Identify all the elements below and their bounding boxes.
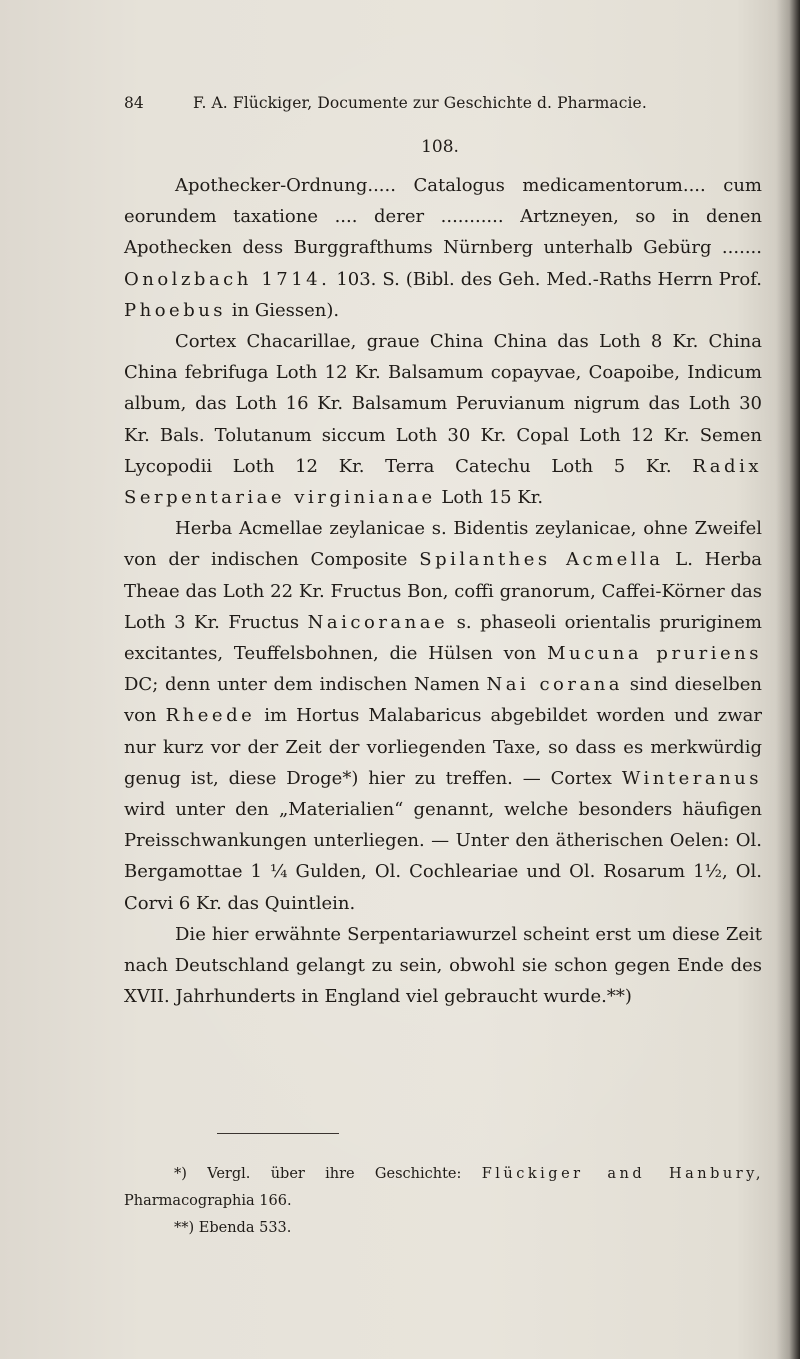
body-text (124, 170, 762, 1012)
paragraph-4: Die hier erwähnte Serpentariawurzel scheint erst um diese Zeit nach Deutschland gelangt zu sein, obwohl sie schon gegen Ende des XVII. Jahrhunderts in England viel gebraucht wurde.**) (124, 923, 762, 1008)
p2-text-c: Loth 15 Kr. (441, 487, 544, 509)
fn1-text-a: *) Vergl. über ihre Geschichte: (174, 1166, 462, 1182)
paragraph-3 (124, 513, 762, 919)
place-onolzbach: Onolzbach 1714. (124, 268, 331, 290)
name-phoebus: Phoebus (124, 299, 227, 321)
fn1-text-c: Pharmacographia 166. (124, 1193, 292, 1209)
page-number: 84 (124, 94, 144, 112)
p3-text-a: Herba Acmellae zeylanicae s. Bidentis zeylanicae, ohne Zweifel von der indischen Composite (124, 518, 762, 571)
fn1-authors: Flückiger and Hanbury, (481, 1166, 765, 1182)
naicoranae: Naicoranae (307, 611, 449, 633)
p1-text-e: in Giessen). (231, 299, 340, 321)
p3-text-e: s. phaseoli orientalis pruriginem excitantes, Teuffelsbohnen, die Hülsen von (124, 611, 762, 665)
nai-corana: Nai corana (486, 674, 624, 696)
footnote-rule (217, 1133, 339, 1134)
paragraph-1 (124, 170, 762, 326)
winteranus: Winteranus (621, 767, 762, 789)
radix-serpentariae: Radix Serpentariae virginianae (124, 455, 762, 509)
running-title: F. A. Flückiger, Documente zur Geschichte d. Pharmacie. (193, 94, 647, 112)
p3-text-c: L. Herba Theae das Loth 22 Kr. Fructus Bon, coffi granorum, Caffei-Körner das Loth 3 Kr. Fructus (124, 549, 762, 633)
mucuna-pruriens: Mucuna pruriens (547, 643, 762, 665)
page-edge-shadow (776, 0, 800, 1359)
footnotes (124, 1161, 764, 1242)
p2-text-a: Cortex Chacarillae, graue China China das Loth 8 Kr. China China febrifuga Loth 12 Kr. Balsamum copayvae, Coapoibe, Indicum album, das Loth 16 Kr. Balsamum Peruvianum nigrum das Loth 30 Kr. Bals. Tolutanum siccum Loth 30 Kr. Copal Loth 12 Kr. Semen Lycopodii Loth 12 Kr. Terra Catechu Loth 5 Kr. (124, 331, 762, 477)
p3-text-i: sind dieselben von (124, 674, 762, 727)
spilanthes-acmella: Spilanthes Acmella (419, 549, 664, 571)
footnote-1 (124, 1161, 764, 1215)
p1-text-a: Apothecker-Ordnung..... Catalogus medicamentorum.... cum eorundem taxatione .... derer ........... Artzneyen, so in denen Apothecken dess Burggrafthums Nürnberg unterhalb Gebürg ....... (124, 175, 762, 259)
p3-text-m: wird unter den „Materialien“ genannt, welche besonders häufigen Preisschwankungen unterliegen. — Unter den ätherischen Oelen: Ol. Bergamottae 1 ¼ Gulden, Ol. Cochleariae und Ol. Rosarum 1½, Ol. Corvi 6 Kr. das Quintlein. (124, 799, 762, 914)
p3-text-k: im Hortus Malabaricus abgebildet worden und zwar nur kurz vor der Zeit der vorliegenden Taxe, so dass es merkwürdig genug ist, diese Droge*) hier zu treffen. — Cortex (124, 705, 762, 789)
footnote-2: **) Ebenda 533. (174, 1220, 292, 1236)
p3-text-g: DC; denn unter dem indischen Namen (124, 674, 480, 696)
paragraph-2 (124, 326, 762, 513)
section-number: 108. (421, 137, 459, 157)
name-rheede: Rheede (165, 705, 256, 727)
p1-text-c: 103. S. (Bibl. des Geh. Med.-Raths Herrn Prof. (336, 268, 762, 290)
